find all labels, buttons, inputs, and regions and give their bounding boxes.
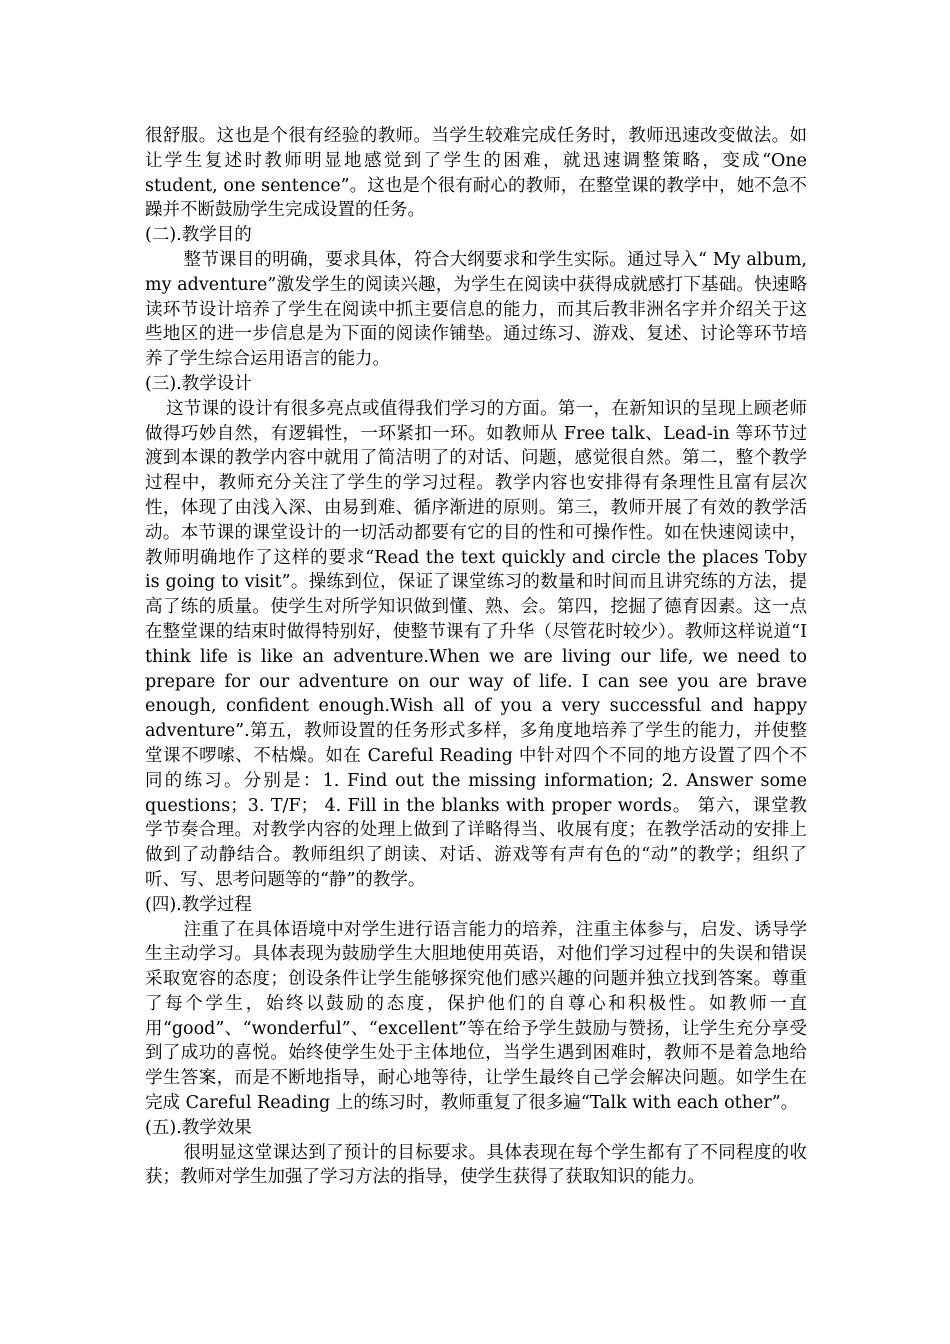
section-heading-teaching-effect: (五).教学效果 <box>145 1117 252 1138</box>
document-page <box>145 124 807 1190</box>
paragraph-intro-continuation: 很舒服。这也是个很有经验的教师。当学生较难完成任务时，教师迅速改变做法。如让学生复述时教师明显地感觉到了学生的困难，就迅速调整策略，变成“One student, one sentence”。这也是个很有耐心的教师，在整堂课的教学中，她不急不躁并不断鼓励学生完成设置的任务。 <box>145 126 807 221</box>
section-heading-teaching-process: (四).教学过程 <box>145 894 252 915</box>
paragraph-teaching-effect: 很明显这堂课达到了预计的目标要求。具体表现在每个学生都有了不同程度的收获；教师对学生加强了学习方法的指导，使学生获得了获取知识的能力。 <box>145 1142 807 1188</box>
section-heading-teaching-purpose: (二).教学目的 <box>145 225 252 246</box>
paragraph-teaching-design: 这节课的设计有很多亮点或值得我们学习的方面。第一，在新知识的呈现上顾老师做得巧妙自然，有逻辑性，一环紧扣一环。如教师从 Free talk、Lead-in 等环节过渡到本课的教学内容中就用了简洁明了的对话、问题，感觉很自然。第二，整个教学过程中，教师充分关注了学生的学习过程。教学内容也安排得有条理性且富有层次性，体现了由浅入深、由易到难、循序渐进的原则。第三，教师开展了有效的教学活动。本节课的课堂设计的一切活动都要有它的目的性和可操作性。如在快速阅读中，教师明确地作了这样的要求“Read the text quickly and circle the places Toby is going to visit”。操练到位，保证了课堂练习的数量和时间而且讲究练的方法，提高了练的质量。使学生对所学知识做到懂、熟、会。第四，挖掘了德育因素。这一点在整堂课的结束时做得特别好，使整节课有了升华（尽管花时较少）。教师这样说道“I think life is like an adventure.When we are living our life, we need to prepare for our adventure on our way of life. I can see you are brave enough, confident enough.Wish all of you a very successful and happy adventure”.第五，教师设置的任务形式多样，多角度地培养了学生的能力，并使整堂课不啰嗦、不枯燥。如在 Careful Reading 中针对四个不同的地方设置了四个不同的练习。分别是：1. Find out the missing information; 2. Answer some questions；3. T/F； 4. Fill in the blanks with proper words。 第六，课堂教学节奏合理。对教学内容的处理上做到了详略得当、收展有度；在教学活动的安排上做到了动静结合。教师组织了朗读、对话、游戏等有声有色的“动”的教学；组织了听、写、思考问题等的“静”的教学。 <box>145 398 807 890</box>
section-heading-teaching-design: (三).教学设计 <box>145 373 252 394</box>
paragraph-teaching-purpose: 整节课目的明确，要求具体，符合大纲要求和学生实际。通过导入“ My album, my adventure”激发学生的阅读兴趣，为学生在阅读中获得成就感打下基础。快速略读环节设计培养了学生在阅读中抓主要信息的能力，而其后教非洲名字并介绍关于这些地区的进一步信息是为下面的阅读作铺垫。通过练习、游戏、复述、讨论等环节培养了学生综合运用语言的能力。 <box>145 249 807 370</box>
paragraph-teaching-process: 注重了在具体语境中对学生进行语言能力的培养，注重主体参与，启发、诱导学生主动学习。具体表现为鼓励学生大胆地使用英语，对他们学习过程中的失误和错误采取宽容的态度；创设条件让学生能够探究他们感兴趣的问题并独立找到答案。尊重了每个学生，始终以鼓励的态度，保护他们的自尊心和积极性。如教师一直用“good”、“wonderful”、“excellent”等在给予学生鼓励与赞扬，让学生充分享受到了成功的喜悦。始终使学生处于主体地位，当学生遇到困难时，教师不是着急地给学生答案，而是不断地指导，耐心地等待，让学生最终自己学会解决问题。如学生在完成 Careful Reading 上的练习时，教师重复了很多遍“Talk with each other”。 <box>145 919 807 1114</box>
